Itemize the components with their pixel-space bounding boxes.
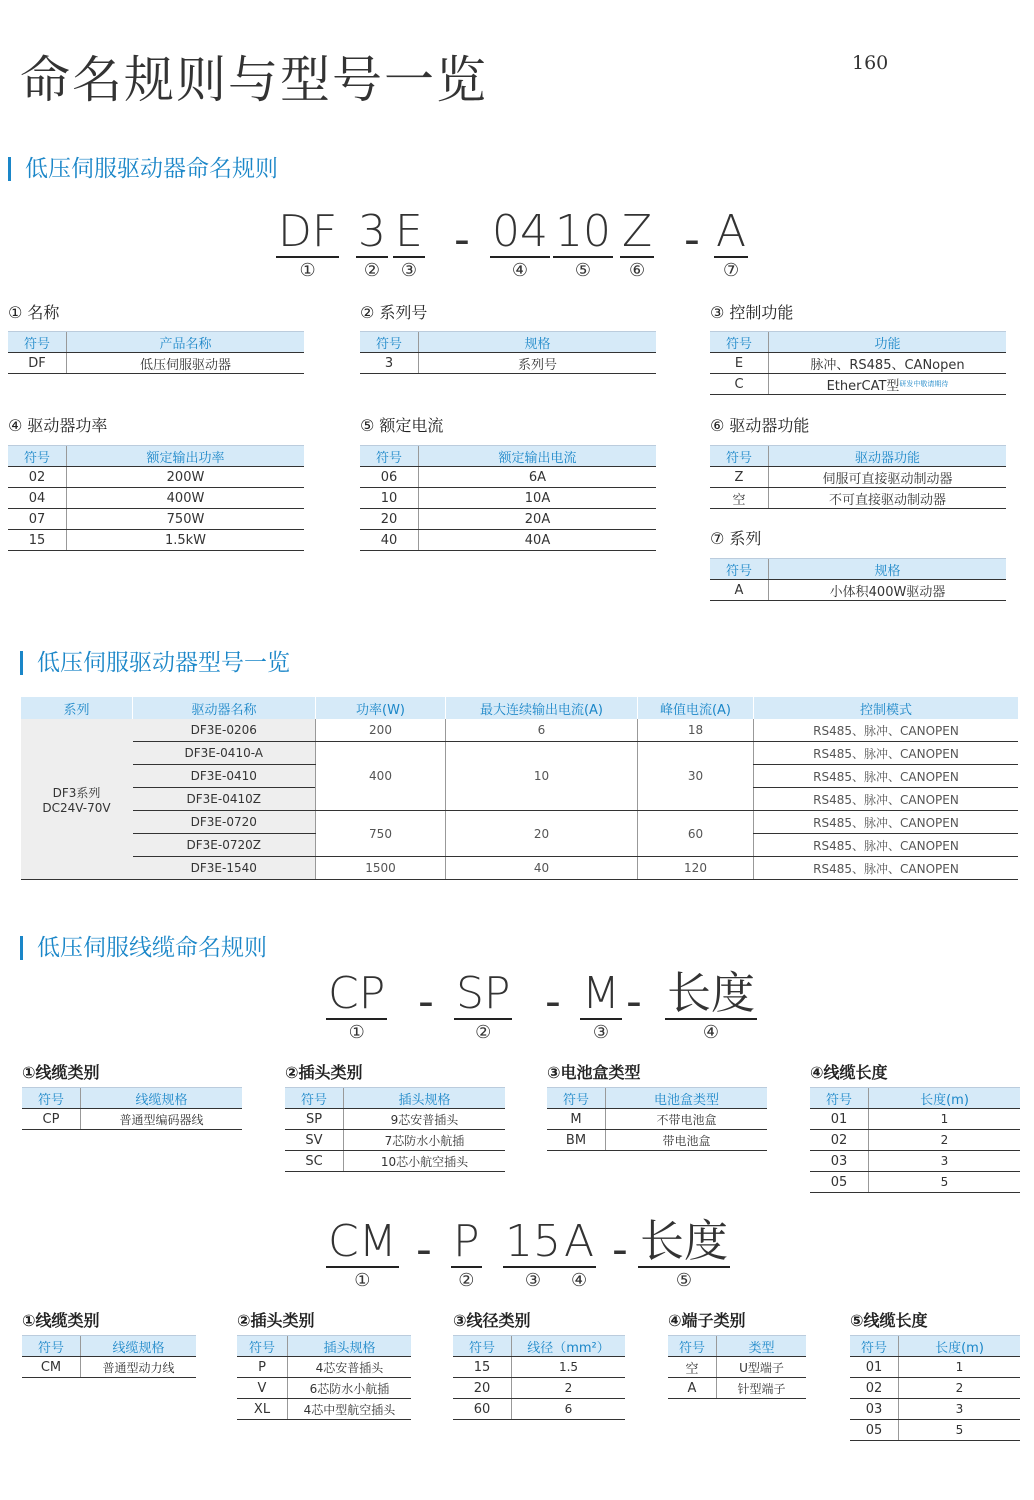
section-title-driver-naming: 低压伺服驱动器命名规则 — [8, 157, 278, 181]
code-part-length: 长度 ⑤ — [640, 1216, 728, 1291]
table-row: 15 1.5 — [453, 1357, 625, 1378]
table-row: 空 U型端子 — [668, 1357, 806, 1378]
table-row: CP 普通型编码器线 — [22, 1109, 242, 1130]
table-row: XL 4芯中型航空插头 — [237, 1399, 411, 1420]
table-cable-length-power: 符号 长度(m) 01 1 02 2 03 3 05 5 — [850, 1335, 1020, 1441]
table-row: 01 1 — [810, 1109, 1020, 1130]
table-row: SP 9芯安普插头 — [285, 1109, 505, 1130]
code-part-plug: P ② — [453, 1216, 480, 1291]
code-dash: - — [684, 214, 700, 265]
page-title: 命名规则与型号一览 — [20, 51, 488, 109]
table-row: 07 750W — [8, 509, 304, 530]
table-title-series: ② 系列号 — [360, 303, 428, 322]
table-name: 符号 产品名称 DF 低压伺服驱动器 — [8, 331, 304, 374]
code-part-series: 3 ② — [358, 206, 386, 281]
table-type: 符号 规格 A 小体积400W驱动器 — [710, 558, 1006, 601]
table-row: 60 6 — [453, 1399, 625, 1420]
code-part-current: 10 ⑤ — [555, 206, 611, 281]
driver-code-line — [0, 206, 1034, 281]
table-cable-type-power: 符号 线缆规格 CM 普通型动力线 — [22, 1335, 196, 1378]
table-plug-type-power: 符号 插头规格 P 4芯安普插头 V 6芯防水小航插 XL 4芯中型航空插头 — [237, 1335, 411, 1420]
table-row: 02 200W — [8, 467, 304, 488]
table-plug-type: 符号 插头规格 SP 9芯安普插头 SV 7芯防水小航插 SC 10芯小航空插头 — [285, 1087, 505, 1172]
table-row: DF 低压伺服驱动器 — [8, 353, 304, 374]
table-power: 符号 额定输出功率 02 200W 04 400W 07 750W 15 1.5kW — [8, 445, 304, 551]
table-row: 02 2 — [850, 1378, 1020, 1399]
table-row: SV 7芯防水小航插 — [285, 1130, 505, 1151]
code-dash: - — [612, 1224, 628, 1275]
table-row: V 6芯防水小航插 — [237, 1378, 411, 1399]
table-title-cable-type-power: ①线缆类别 — [22, 1311, 100, 1330]
table-row: 40 40A — [360, 530, 656, 551]
code-part-terminal: A ④ — [564, 1216, 595, 1291]
dev-note: 研发中敬请期待 — [899, 379, 949, 388]
table-row: Z 伺服可直接驱动制动器 — [710, 467, 1006, 488]
table-current: 符号 额定输出电流 06 6A 10 10A 20 20A 40 40A — [360, 445, 656, 551]
table-title-type: ⑦ 系列 — [710, 529, 762, 548]
table-cable-type: 符号 线缆规格 CP 普通型编码器线 — [22, 1087, 242, 1130]
table-row: 20 2 — [453, 1378, 625, 1399]
table-terminal-type: 符号 类型 空 U型端子 A 针型端子 — [668, 1335, 806, 1399]
table-row: 15 1.5kW — [8, 530, 304, 551]
table-row: DF3E-0410-A 400 10 30 RS485、脉冲、CANOPEN — [21, 742, 1019, 765]
table-row: A 针型端子 — [668, 1378, 806, 1399]
code-part-plug: SP ② — [456, 968, 511, 1043]
table-series: 符号 规格 3 系列号 — [360, 331, 656, 374]
table-row: CM 普通型动力线 — [22, 1357, 196, 1378]
table-control: 符号 功能 E 脉冲、RS485、CANopen C EtherCAT型$^{研发中敬请期待}$ — [710, 331, 1006, 395]
table-wire-gauge: 符号 线径（mm²） 15 1.5 20 2 60 6 — [453, 1335, 625, 1420]
code-part-battery: M ③ — [582, 968, 620, 1043]
table-title-battery-type: ③电池盒类型 — [547, 1063, 641, 1082]
page-number: 160 — [852, 52, 889, 74]
table-title-cable-length: ④线缆长度 — [810, 1063, 888, 1082]
table-title-plug-type: ②插头类别 — [285, 1063, 363, 1082]
code-part-wire-gauge: 15 ③ — [505, 1216, 561, 1291]
table-row: DF3E-0720Z RS485、脉冲、CANOPEN — [21, 834, 1019, 857]
code-part-function: Z ⑥ — [622, 206, 653, 281]
table-row: A 小体积400W驱动器 — [710, 580, 1006, 601]
code-dash: - — [418, 976, 434, 1027]
code-part-length: 长度 ④ — [667, 968, 755, 1043]
table-row: 03 3 — [810, 1151, 1020, 1172]
section-title-cable-naming: 低压伺服线缆命名规则 — [20, 936, 267, 960]
table-title-power: ④ 驱动器功率 — [8, 416, 108, 435]
encoder-cable-code-line — [0, 968, 1034, 1043]
code-dash: - — [416, 1224, 432, 1275]
table-title-wire-gauge: ③线径类别 — [453, 1311, 531, 1330]
table-row: 3 系列号 — [360, 353, 656, 374]
table-row: 06 6A — [360, 467, 656, 488]
code-part-power: 04 ④ — [492, 206, 548, 281]
table-row: DF3E-0720 750 20 60 RS485、脉冲、CANOPEN — [21, 811, 1019, 834]
table-title-plug-type-power: ②插头类别 — [237, 1311, 315, 1330]
table-row: E 脉冲、RS485、CANopen — [710, 353, 1006, 374]
code-part-control: E ③ — [395, 206, 423, 281]
table-row: 05 5 — [850, 1420, 1020, 1441]
code-part-cable-type: CM ① — [328, 1216, 397, 1291]
series-cell: DF3系列 DC24V-70V — [21, 719, 133, 880]
table-title-terminal-type: ④端子类别 — [668, 1311, 746, 1330]
table-row: 01 1 — [850, 1357, 1020, 1378]
table-row: 10 10A — [360, 488, 656, 509]
section-title-driver-models: 低压伺服驱动器型号一览 — [20, 651, 290, 675]
driver-model-table: 系列 驱动器名称 功率(W) 最大连续输出电流(A) 峰值电流(A) 控制模式 DF3系列 DC24V-70V DF3E-0206 200 6 18 RS485、脉冲、CANOPEN DF3E-0410-A 400 10 30 RS485、脉冲、CANOPEN DF3E-0410 RS485、脉冲、CANOPEN DF3E-0410Z RS485、脉冲、CANOPEN DF3E-0720 750 20 60 RS485、脉冲、CANOPEN DF3E-0720Z RS485、脉冲、CANOPEN DF3E-1540 1500 40 120 RS485、脉冲、CANOPEN — [20, 697, 1018, 880]
table-row: BM 带电池盒 — [547, 1130, 767, 1151]
table-row: 04 400W — [8, 488, 304, 509]
table-title-name: ① 名称 — [8, 303, 60, 322]
code-dash: - — [626, 976, 642, 1027]
code-dash: - — [454, 214, 470, 265]
table-row: C EtherCAT型$^{研发中敬请期待}$ — [710, 374, 1006, 395]
code-part-name: DF ① — [278, 206, 338, 281]
table-row: DF3E-0410 RS485、脉冲、CANOPEN — [21, 765, 1019, 788]
power-cable-code-line — [0, 1216, 1034, 1291]
table-battery-type: 符号 电池盒类型 M 不带电池盒 BM 带电池盒 — [547, 1087, 767, 1151]
table-row: DF3E-1540 1500 40 120 RS485、脉冲、CANOPEN — [21, 857, 1019, 880]
code-dash: - — [545, 976, 561, 1027]
table-row: 02 2 — [810, 1130, 1020, 1151]
table-title-driver-function: ⑥ 驱动器功能 — [710, 416, 810, 435]
table-row: 空 不可直接驱动制动器 — [710, 488, 1006, 509]
table-driver-function: 符号 驱动器功能 Z 伺服可直接驱动制动器 空 不可直接驱动制动器 — [710, 445, 1006, 509]
table-cable-length: 符号 长度(m) 01 1 02 2 03 3 05 5 — [810, 1087, 1020, 1193]
table-title-current: ⑤ 额定电流 — [360, 416, 444, 435]
table-row: 05 5 — [810, 1172, 1020, 1193]
table-row: 20 20A — [360, 509, 656, 530]
table-row: DF3系列 DC24V-70V DF3E-0206 200 6 18 RS485、脉冲、CANOPEN — [21, 719, 1019, 742]
table-row: DF3E-0410Z RS485、脉冲、CANOPEN — [21, 788, 1019, 811]
table-title-cable-length-power: ⑤线缆长度 — [850, 1311, 928, 1330]
table-title-control: ③ 控制功能 — [710, 303, 794, 322]
table-title-cable-type: ①线缆类别 — [22, 1063, 100, 1082]
table-row: M 不带电池盒 — [547, 1109, 767, 1130]
table-row: P 4芯安普插头 — [237, 1357, 411, 1378]
code-part-cable-type: CP ① — [328, 968, 386, 1043]
table-row: 03 3 — [850, 1399, 1020, 1420]
code-part-type: A ⑦ — [716, 206, 747, 281]
table-row: SC 10芯小航空插头 — [285, 1151, 505, 1172]
